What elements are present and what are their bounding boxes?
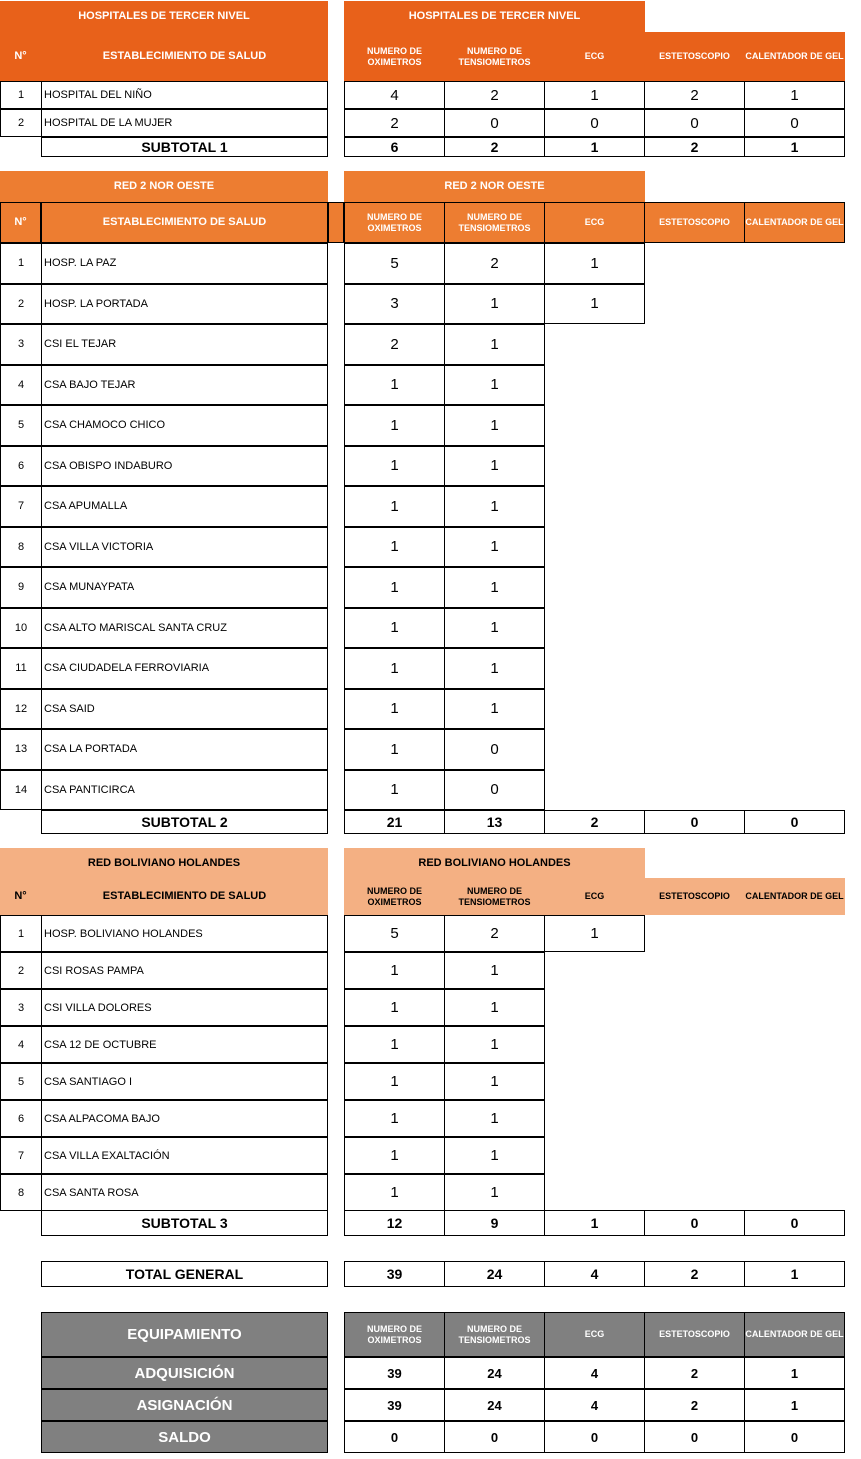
- subtotal-value: 0: [744, 1210, 845, 1236]
- row-number: 7: [0, 1137, 42, 1174]
- row-value: 1: [444, 989, 545, 1026]
- row-number: 4: [0, 365, 42, 406]
- row-value: 1: [444, 405, 545, 446]
- row-value: 1: [444, 952, 545, 989]
- header-col-0: NUMERO DE OXIMETROS: [344, 32, 445, 81]
- summary-row-value: 4: [544, 1357, 645, 1389]
- subtotal-value: 0: [644, 810, 745, 834]
- row-establishment: CSA VILLA VICTORIA: [41, 527, 328, 568]
- row-value: 1: [444, 527, 545, 568]
- row-value: 1: [544, 243, 645, 284]
- subtotal-value: 9: [444, 1210, 545, 1236]
- header-col-3: ESTETOSCOPIO: [644, 878, 745, 915]
- row-number: 8: [0, 1174, 42, 1211]
- section-title-right: RED BOLIVIANO HOLANDES: [344, 848, 645, 878]
- row-value: 2: [344, 109, 445, 137]
- total-value: 1: [744, 1261, 845, 1287]
- row-establishment: CSA BAJO TEJAR: [41, 365, 328, 406]
- summary-row-value: 0: [544, 1421, 645, 1453]
- subtotal-value: 0: [644, 1210, 745, 1236]
- row-number: 2: [0, 284, 42, 325]
- header-establishment: ESTABLECIMIENTO DE SALUD: [41, 202, 328, 243]
- row-value: 0: [544, 109, 645, 137]
- row-value: 2: [444, 243, 545, 284]
- row-value: 1: [444, 486, 545, 527]
- total-value: 2: [644, 1261, 745, 1287]
- row-establishment: CSI VILLA DOLORES: [41, 989, 328, 1026]
- row-number: 3: [0, 324, 42, 365]
- row-establishment: HOSP. LA PORTADA: [41, 284, 328, 325]
- row-value: 1: [344, 405, 445, 446]
- summary-row-value: 1: [744, 1357, 845, 1389]
- row-value: 1: [444, 1137, 545, 1174]
- row-value: 1: [444, 689, 545, 730]
- summary-row-value: 0: [644, 1421, 745, 1453]
- row-number: 1: [0, 243, 42, 284]
- row-value: 1: [344, 567, 445, 608]
- row-value: 1: [444, 1174, 545, 1211]
- row-value: 1: [444, 324, 545, 365]
- total-label: TOTAL GENERAL: [41, 1261, 328, 1287]
- row-establishment: CSA OBISPO INDABURO: [41, 446, 328, 487]
- row-value: 1: [344, 689, 445, 730]
- row-number: 4: [0, 1026, 42, 1063]
- row-establishment: HOSPITAL DE LA MUJER: [41, 109, 328, 137]
- row-establishment: CSA ALTO MARISCAL SANTA CRUZ: [41, 608, 328, 649]
- summary-header-col: NUMERO DE TENSIOMETROS: [444, 1312, 545, 1357]
- section-title: RED BOLIVIANO HOLANDES: [0, 848, 328, 878]
- row-number: 6: [0, 1100, 42, 1137]
- total-value: 4: [544, 1261, 645, 1287]
- subtotal-value: 1: [544, 1210, 645, 1236]
- row-establishment: CSA SANTA ROSA: [41, 1174, 328, 1211]
- header-col-4: CALENTADOR DE GEL: [744, 32, 845, 81]
- row-establishment: CSA CIUDADELA FERROVIARIA: [41, 648, 328, 689]
- row-value: 1: [544, 81, 645, 109]
- subtotal-value: 6: [344, 137, 445, 157]
- row-value: 1: [444, 1063, 545, 1100]
- header-col-3: ESTETOSCOPIO: [644, 32, 745, 81]
- summary-row-label: ASIGNACIÓN: [41, 1389, 328, 1421]
- row-establishment: CSI ROSAS PAMPA: [41, 952, 328, 989]
- row-value: 1: [344, 527, 445, 568]
- row-number: 6: [0, 446, 42, 487]
- summary-title: EQUIPAMIENTO: [41, 1312, 328, 1357]
- row-value: 1: [344, 770, 445, 811]
- row-number: 2: [0, 952, 42, 989]
- header-col-0: NUMERO DE OXIMETROS: [344, 202, 445, 243]
- row-value: 1: [344, 1100, 445, 1137]
- summary-header-col: CALENTADOR DE GEL: [744, 1312, 845, 1357]
- row-value: 1: [444, 284, 545, 325]
- row-establishment: CSA APUMALLA: [41, 486, 328, 527]
- total-value: 24: [444, 1261, 545, 1287]
- subtotal-value: 1: [744, 137, 845, 157]
- total-value: 39: [344, 1261, 445, 1287]
- summary-row-value: 0: [344, 1421, 445, 1453]
- row-number: 7: [0, 486, 42, 527]
- row-value: 1: [344, 1063, 445, 1100]
- row-establishment: CSA PANTICIRCA: [41, 770, 328, 811]
- summary-row-value: 24: [444, 1389, 545, 1421]
- row-number: 11: [0, 648, 42, 689]
- row-establishment: CSA LA PORTADA: [41, 729, 328, 770]
- subtotal-value: 21: [344, 810, 445, 834]
- row-value: 0: [444, 770, 545, 811]
- row-number: 1: [0, 81, 42, 109]
- row-value: 1: [344, 729, 445, 770]
- summary-row-value: 0: [444, 1421, 545, 1453]
- row-value: 1: [344, 365, 445, 406]
- row-number: 5: [0, 405, 42, 446]
- row-value: 2: [344, 324, 445, 365]
- header-col-2: ECG: [544, 32, 645, 81]
- row-value: 1: [344, 486, 445, 527]
- row-establishment: CSA ALPACOMA BAJO: [41, 1100, 328, 1137]
- row-number: 10: [0, 608, 42, 649]
- row-value: 0: [644, 109, 745, 137]
- header-number: N°: [0, 32, 41, 81]
- row-value: 1: [344, 1026, 445, 1063]
- header-col-1: NUMERO DE TENSIOMETROS: [444, 32, 545, 81]
- summary-row-label: ADQUISICIÓN: [41, 1357, 328, 1389]
- row-establishment: CSA SAID: [41, 689, 328, 730]
- row-value: 1: [444, 648, 545, 689]
- row-value: 1: [344, 1137, 445, 1174]
- row-value: 1: [344, 952, 445, 989]
- row-number: 9: [0, 567, 42, 608]
- subtotal-value: 12: [344, 1210, 445, 1236]
- summary-row-label: SALDO: [41, 1421, 328, 1453]
- row-value: 1: [444, 1026, 545, 1063]
- row-value: 3: [344, 284, 445, 325]
- header-establishment: ESTABLECIMIENTO DE SALUD: [41, 32, 328, 81]
- row-number: 12: [0, 689, 42, 730]
- row-value: 1: [344, 446, 445, 487]
- subtotal-value: 2: [644, 137, 745, 157]
- subtotal-value: 0: [744, 810, 845, 834]
- summary-row-value: 2: [644, 1389, 745, 1421]
- header-col-1: NUMERO DE TENSIOMETROS: [444, 202, 545, 243]
- subtotal-value: 2: [444, 137, 545, 157]
- row-establishment: CSA SANTIAGO I: [41, 1063, 328, 1100]
- summary-row-value: 24: [444, 1357, 545, 1389]
- row-value: 5: [344, 915, 445, 952]
- row-value: 1: [444, 446, 545, 487]
- row-value: 1: [344, 608, 445, 649]
- row-value: 2: [444, 81, 545, 109]
- subtotal-value: 13: [444, 810, 545, 834]
- summary-header-col: NUMERO DE OXIMETROS: [344, 1312, 445, 1357]
- row-establishment: CSA MUNAYPATA: [41, 567, 328, 608]
- row-number: 5: [0, 1063, 42, 1100]
- row-value: 1: [344, 989, 445, 1026]
- header-establishment: ESTABLECIMIENTO DE SALUD: [41, 878, 328, 915]
- header-number: N°: [0, 202, 41, 243]
- row-number: 1: [0, 915, 42, 952]
- row-establishment: HOSP. BOLIVIANO HOLANDES: [41, 915, 328, 952]
- summary-row-value: 1: [744, 1389, 845, 1421]
- summary-row-value: 39: [344, 1389, 445, 1421]
- subtotal-value: 1: [544, 137, 645, 157]
- summary-row-value: 2: [644, 1357, 745, 1389]
- header-col-4: CALENTADOR DE GEL: [744, 878, 845, 915]
- section-title: HOSPITALES DE TERCER NIVEL: [0, 1, 328, 32]
- summary-row-value: 4: [544, 1389, 645, 1421]
- row-number: 13: [0, 729, 42, 770]
- row-value: 0: [744, 109, 845, 137]
- summary-header-col: ESTETOSCOPIO: [644, 1312, 745, 1357]
- header-col-3: ESTETOSCOPIO: [644, 202, 745, 243]
- summary-row-value: 39: [344, 1357, 445, 1389]
- row-value: 1: [444, 608, 545, 649]
- header-col-1: NUMERO DE TENSIOMETROS: [444, 878, 545, 915]
- row-value: 0: [444, 109, 545, 137]
- row-value: 2: [644, 81, 745, 109]
- row-value: 5: [344, 243, 445, 284]
- section-title: RED 2 NOR OESTE: [0, 171, 328, 202]
- row-value: 1: [344, 1174, 445, 1211]
- row-establishment: CSI EL TEJAR: [41, 324, 328, 365]
- row-number: 2: [0, 109, 42, 137]
- header-col-2: ECG: [544, 878, 645, 915]
- header-col-4: CALENTADOR DE GEL: [744, 202, 845, 243]
- row-value: 1: [344, 648, 445, 689]
- row-number: 14: [0, 770, 42, 811]
- row-value: 1: [544, 915, 645, 952]
- subtotal-label: SUBTOTAL 1: [41, 137, 328, 157]
- row-value: 0: [444, 729, 545, 770]
- row-value: 4: [344, 81, 445, 109]
- summary-header-col: ECG: [544, 1312, 645, 1357]
- row-value: 1: [444, 365, 545, 406]
- row-value: 1: [544, 284, 645, 325]
- row-number: 3: [0, 989, 42, 1026]
- row-establishment: HOSP. LA PAZ: [41, 243, 328, 284]
- row-value: 1: [444, 1100, 545, 1137]
- row-establishment: CSA VILLA EXALTACIÓN: [41, 1137, 328, 1174]
- section-title-right: RED 2 NOR OESTE: [344, 171, 645, 202]
- subtotal-label: SUBTOTAL 3: [41, 1210, 328, 1236]
- header-gap: [328, 202, 344, 243]
- subtotal-value: 2: [544, 810, 645, 834]
- row-value: 2: [444, 915, 545, 952]
- row-value: 1: [444, 567, 545, 608]
- row-establishment: CSA CHAMOCO CHICO: [41, 405, 328, 446]
- header-number: N°: [0, 878, 41, 915]
- subtotal-label: SUBTOTAL 2: [41, 810, 328, 834]
- header-col-2: ECG: [544, 202, 645, 243]
- row-value: 1: [744, 81, 845, 109]
- summary-row-value: 0: [744, 1421, 845, 1453]
- row-establishment: HOSPITAL DEL NIÑO: [41, 81, 328, 109]
- row-establishment: CSA 12 DE OCTUBRE: [41, 1026, 328, 1063]
- section-title-right: HOSPITALES DE TERCER NIVEL: [344, 1, 645, 32]
- header-col-0: NUMERO DE OXIMETROS: [344, 878, 445, 915]
- row-number: 8: [0, 527, 42, 568]
